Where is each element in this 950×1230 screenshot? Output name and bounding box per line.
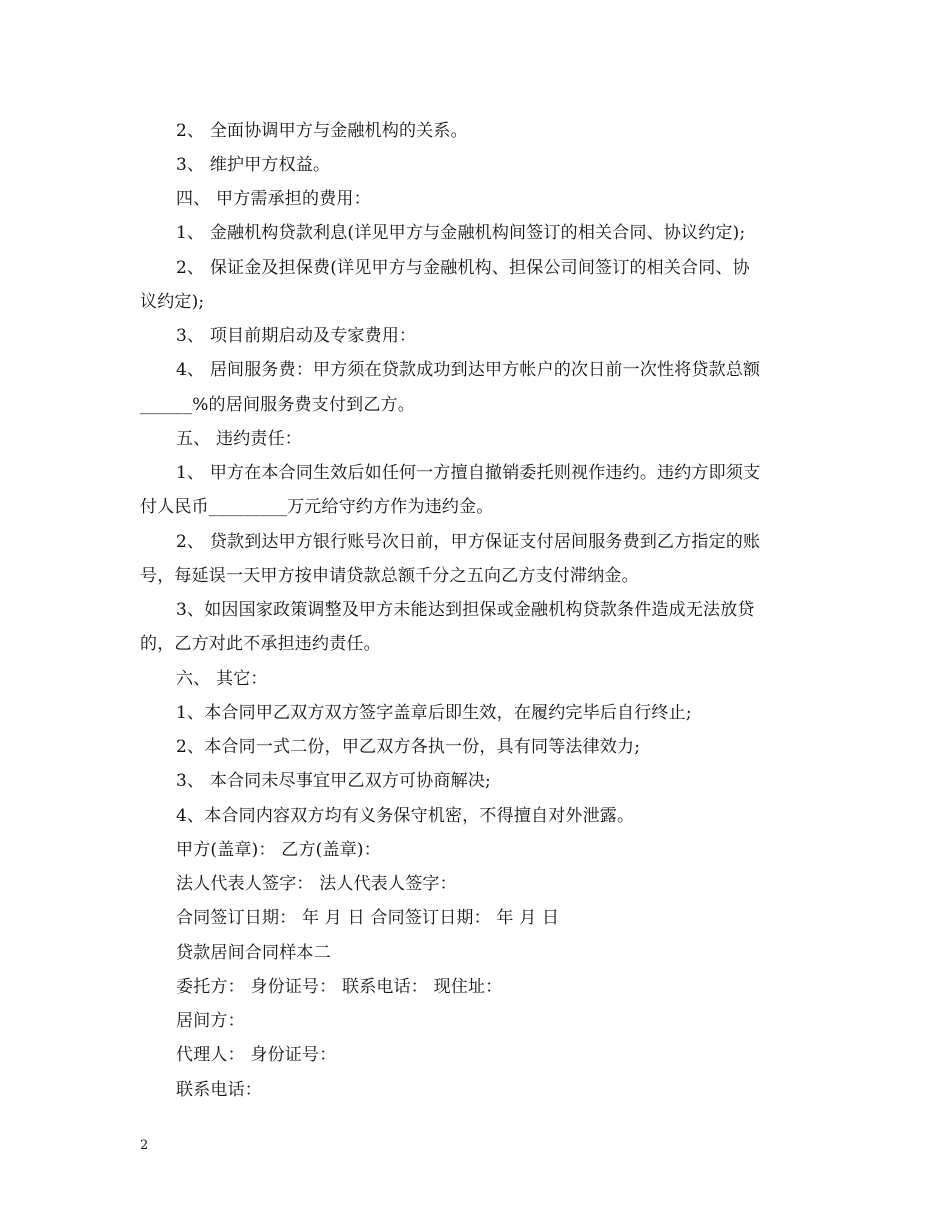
text-line: 2、 贷款到达甲方银行账号次日前，甲方保证支付居间服务费到乙方指定的账 — [176, 532, 761, 552]
text-line: 1、 甲方在本合同生效后如任何一方擅自撤销委托则视作违约。违约方即须支 — [176, 463, 761, 483]
text-line: 2、本合同一式二份，甲乙双方各执一份，具有同等法律效力; — [176, 737, 641, 757]
text-line: 议约定); — [140, 292, 205, 312]
text-line: 号，每延误一天甲方按申请贷款总额千分之五向乙方支付滞纳金。 — [140, 566, 639, 586]
form-field-line: 联系电话： — [176, 1080, 262, 1100]
section-heading: 四、 甲方需承担的费用： — [176, 189, 371, 209]
text-line: 1、本合同甲乙双方双方签字盖章后即生效，在履约完毕后自行终止; — [176, 703, 692, 723]
page-number: 2 — [140, 1138, 149, 1153]
text-line: 的，乙方对此不承担违约责任。 — [140, 634, 381, 654]
date-line: 合同签订日期： 年 月 日 合同签订日期： 年 月 日 — [176, 908, 560, 928]
section-heading: 五、 违约责任： — [176, 429, 303, 449]
signature-line: 法人代表人签字： 法人代表人签字： — [176, 874, 457, 894]
signature-line: 甲方(盖章)： 乙方(盖章)： — [176, 840, 381, 860]
text-line: ______%的居间服务费支付到乙方。 — [140, 395, 415, 415]
form-field-line: 居间方： — [176, 1011, 245, 1031]
text-line: 2、 保证金及担保费(详见甲方与金融机构、担保公司间签订的相关合同、协 — [176, 258, 750, 278]
text-line: 3、 本合同未尽事宜甲乙双方可协商解决; — [176, 771, 491, 791]
form-field-line: 代理人： 身份证号： — [176, 1045, 337, 1065]
text-line: 3、 项目前期启动及专家费用： — [176, 326, 417, 346]
text-line: 付人民币_________万元给守约方作为违约金。 — [140, 497, 494, 517]
text-line: 3、如因国家政策调整及甲方未能达到担保或金融机构贷款条件造成无法放贷 — [176, 600, 755, 620]
text-line: 3、 维护甲方权益。 — [176, 155, 331, 175]
form-field-line: 委托方： 身份证号： 联系电话： 现住址： — [176, 977, 503, 997]
text-line: 4、 居间服务费：甲方须在贷款成功到达甲方帐户的次日前一次性将贷款总额 — [176, 360, 761, 380]
text-line: 4、本合同内容双方均有义务保守机密，不得擅自对外泄露。 — [176, 806, 635, 826]
text-line: 2、 全面协调甲方与金融机构的关系。 — [176, 121, 468, 141]
document-subtitle: 贷款居间合同样本二 — [176, 943, 331, 963]
section-heading: 六、 其它： — [176, 669, 268, 689]
text-line: 1、 金融机构贷款利息(详见甲方与金融机构间签订的相关合同、协议约定); — [176, 223, 746, 243]
